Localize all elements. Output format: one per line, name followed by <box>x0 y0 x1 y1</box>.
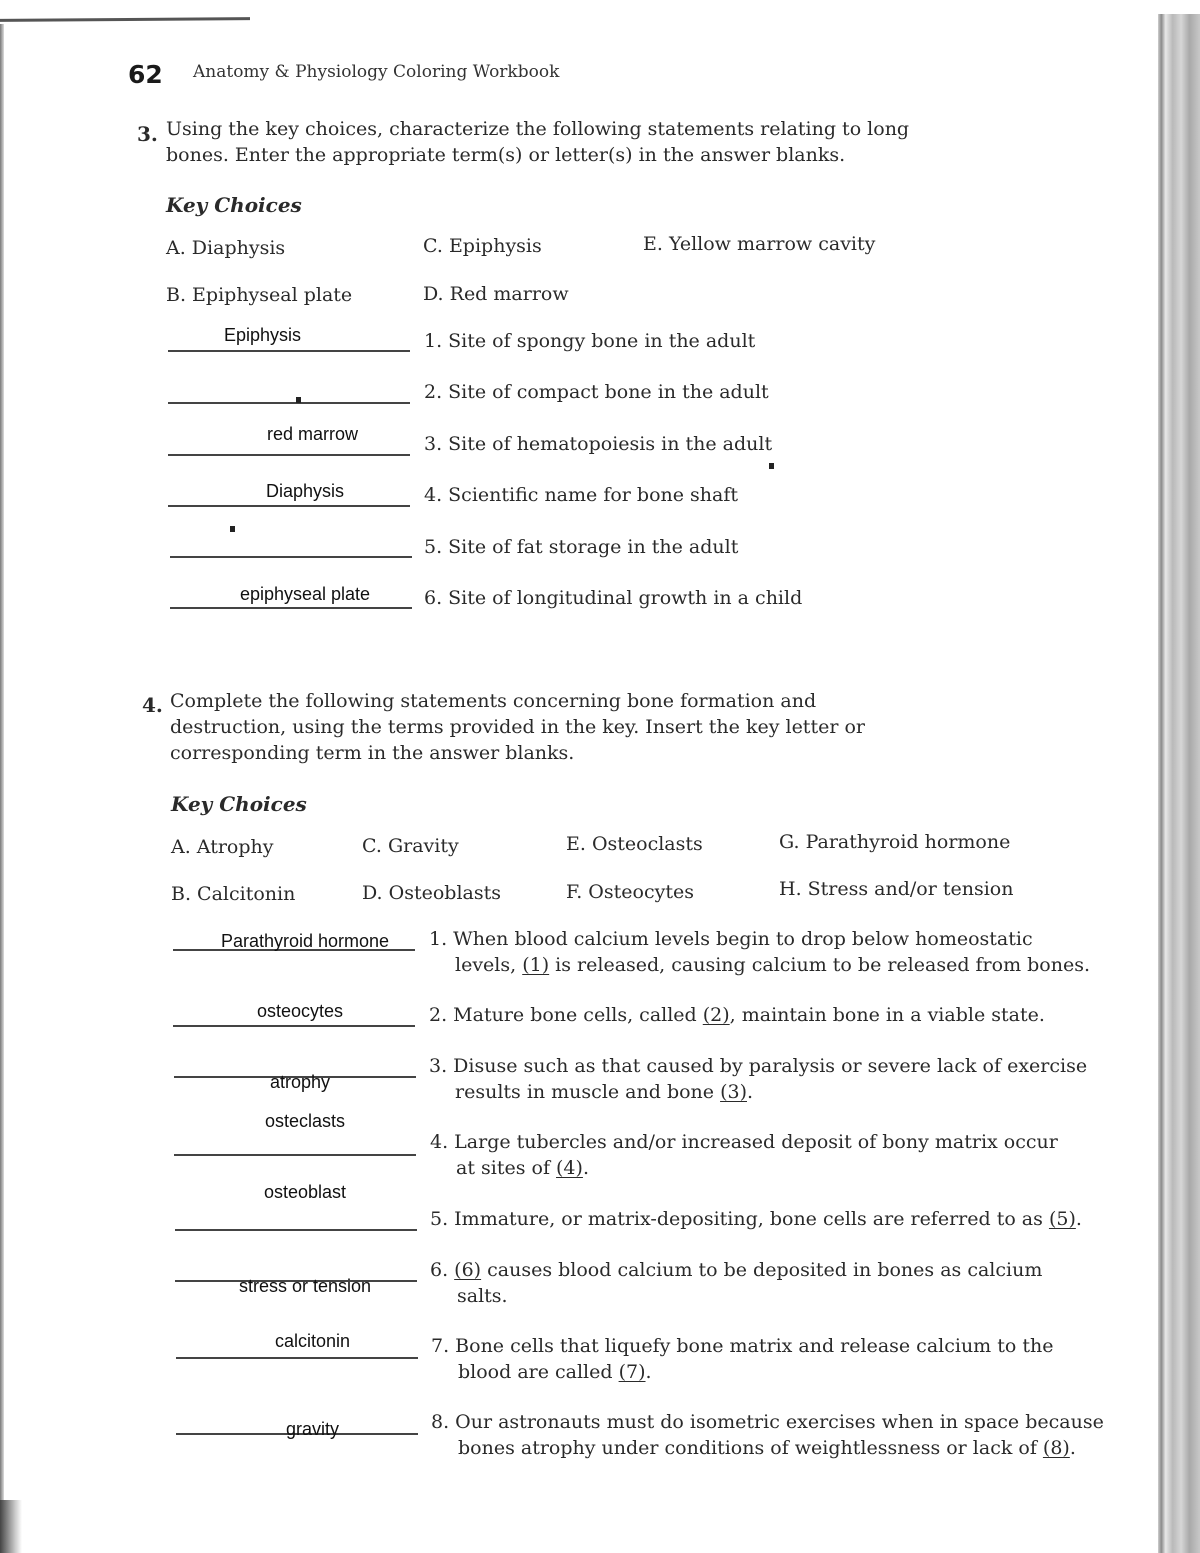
q3-statement-1: 1. Site of spongy bone in the adult <box>424 330 756 352</box>
blank-8: (8) <box>1042 1437 1070 1459</box>
scan-top-rule <box>0 17 250 22</box>
q4-choice-a: A. Atrophy <box>171 836 274 858</box>
q4-answer-8[interactable]: gravity <box>285 1419 339 1439</box>
q3-answer-line-4 <box>168 505 410 507</box>
q4-answer-7[interactable]: calcitonin <box>274 1331 351 1351</box>
q4-choice-e: E. Osteoclasts <box>566 833 703 855</box>
q3-statement-3: 3. Site of hematopoiesis in the adult <box>424 433 773 455</box>
blank-4: (4) <box>556 1157 583 1179</box>
scan-dot <box>230 526 235 532</box>
q3-answer-1[interactable]: Epiphysis <box>223 325 302 345</box>
q3-statement-4: 4. Scientific name for bone shaft <box>424 484 739 506</box>
q3-answer-line-1 <box>168 350 410 352</box>
q3-answer-3[interactable]: red marrow <box>266 424 359 444</box>
q4-answer-line-2 <box>173 1025 415 1027</box>
q4-choice-c: C. Gravity <box>362 835 459 857</box>
blank-2: (2) <box>702 1004 730 1026</box>
blank-6: (6) <box>454 1259 482 1281</box>
q3-answer-line-3 <box>168 454 410 456</box>
q4-choice-g: G. Parathyroid hormone <box>779 831 1011 853</box>
q4-choice-f: F. Osteocytes <box>566 881 694 903</box>
q3-answer-4[interactable]: Diaphysis <box>265 481 345 501</box>
blank-7: (7) <box>618 1361 646 1383</box>
q3-answer-line-6 <box>170 607 412 609</box>
q4-answer-2[interactable]: osteocytes <box>256 1001 344 1021</box>
q4-answer-4[interactable]: osteclasts <box>264 1111 346 1131</box>
q3-choice-d: D. Red marrow <box>423 283 569 305</box>
blank-3: (3) <box>720 1081 747 1103</box>
q4-statement-3: 3. Disuse such as that caused by paralysis or severe lack of exercise results in muscle and bone (3). <box>429 1055 1088 1103</box>
q4-choice-h: H. Stress and/or tension <box>779 878 1014 900</box>
book-spine <box>1158 14 1200 1553</box>
scan-left-corner <box>0 1500 22 1553</box>
q4-number: 4. <box>142 693 163 717</box>
page-number: 62 <box>128 60 163 89</box>
running-title: Anatomy & Physiology Coloring Workbook <box>193 62 560 82</box>
q4-answer-line-5 <box>175 1229 417 1231</box>
q4-answer-line-4 <box>174 1154 416 1156</box>
blank-1: (1) <box>522 954 550 976</box>
q3-statement-5: 5. Site of fat storage in the adult <box>424 536 739 558</box>
q4-statement-7: 7. Bone cells that liquefy bone matrix and release calcium to the blood are called (7). <box>431 1335 1054 1383</box>
q3-statement-2: 2. Site of compact bone in the adult <box>424 381 769 403</box>
q4-prompt-line3: corresponding term in the answer blanks. <box>170 742 575 764</box>
q4-statement-1: 1. When blood calcium levels begin to drop below homeostatic levels, (1) is released, causing calcium to be released from bones. <box>429 928 1091 976</box>
q4-prompt-line1: Complete the following statements concerning bone formation and <box>170 690 817 712</box>
q3-statement-6: 6. Site of longitudinal growth in a child <box>424 587 803 609</box>
q3-answer-line-2 <box>168 402 410 404</box>
q3-choice-e: E. Yellow marrow cavity <box>643 233 876 255</box>
q4-choice-b: B. Calcitonin <box>171 883 296 905</box>
scan-dot <box>296 397 301 403</box>
q3-prompt-line1: Using the key choices, characterize the following statements relating to long <box>166 118 910 140</box>
q4-statement-5: 5. Immature, or matrix-depositing, bone cells are referred to as (5). <box>430 1208 1082 1230</box>
q4-statement-8: 8. Our astronauts must do isometric exercises when in space because bones atrophy under conditions of weightlessness or lack of (8). <box>431 1411 1104 1459</box>
q3-choice-c: C. Epiphysis <box>423 235 542 257</box>
q3-key-heading: Key Choices <box>166 193 302 217</box>
q3-answer-line-5 <box>170 556 412 558</box>
q4-answer-5[interactable]: osteoblast <box>263 1182 347 1202</box>
q4-prompt-line2: destruction, using the terms provided in the key. Insert the key letter or <box>170 716 865 738</box>
q4-answer-line-7 <box>176 1357 418 1359</box>
scan-left-edge <box>0 24 4 1544</box>
q3-answer-6[interactable]: epiphyseal plate <box>239 584 371 604</box>
blank-5: (5) <box>1048 1208 1076 1230</box>
q3-choice-b: B. Epiphyseal plate <box>166 284 353 306</box>
q4-answer-1[interactable]: Parathyroid hormone <box>220 931 390 951</box>
q4-statement-2: 2. Mature bone cells, called (2), maintain bone in a viable state. <box>429 1004 1045 1026</box>
scan-dot <box>769 463 774 469</box>
q4-answer-6[interactable]: stress or tension <box>238 1276 372 1296</box>
q4-statement-6: 6. (6) causes blood calcium to be deposited in bones as calcium salts. <box>430 1259 1043 1307</box>
q3-number: 3. <box>137 122 158 146</box>
q4-choice-d: D. Osteoblasts <box>362 882 501 904</box>
q3-prompt-line2: bones. Enter the appropriate term(s) or letter(s) in the answer blanks. <box>166 144 846 166</box>
q3-choice-a: A. Diaphysis <box>166 237 286 259</box>
q4-answer-3[interactable]: atrophy <box>269 1072 331 1092</box>
q4-key-heading: Key Choices <box>171 792 307 816</box>
q4-statement-4: 4. Large tubercles and/or increased deposit of bony matrix occur at sites of (4). <box>430 1131 1058 1179</box>
